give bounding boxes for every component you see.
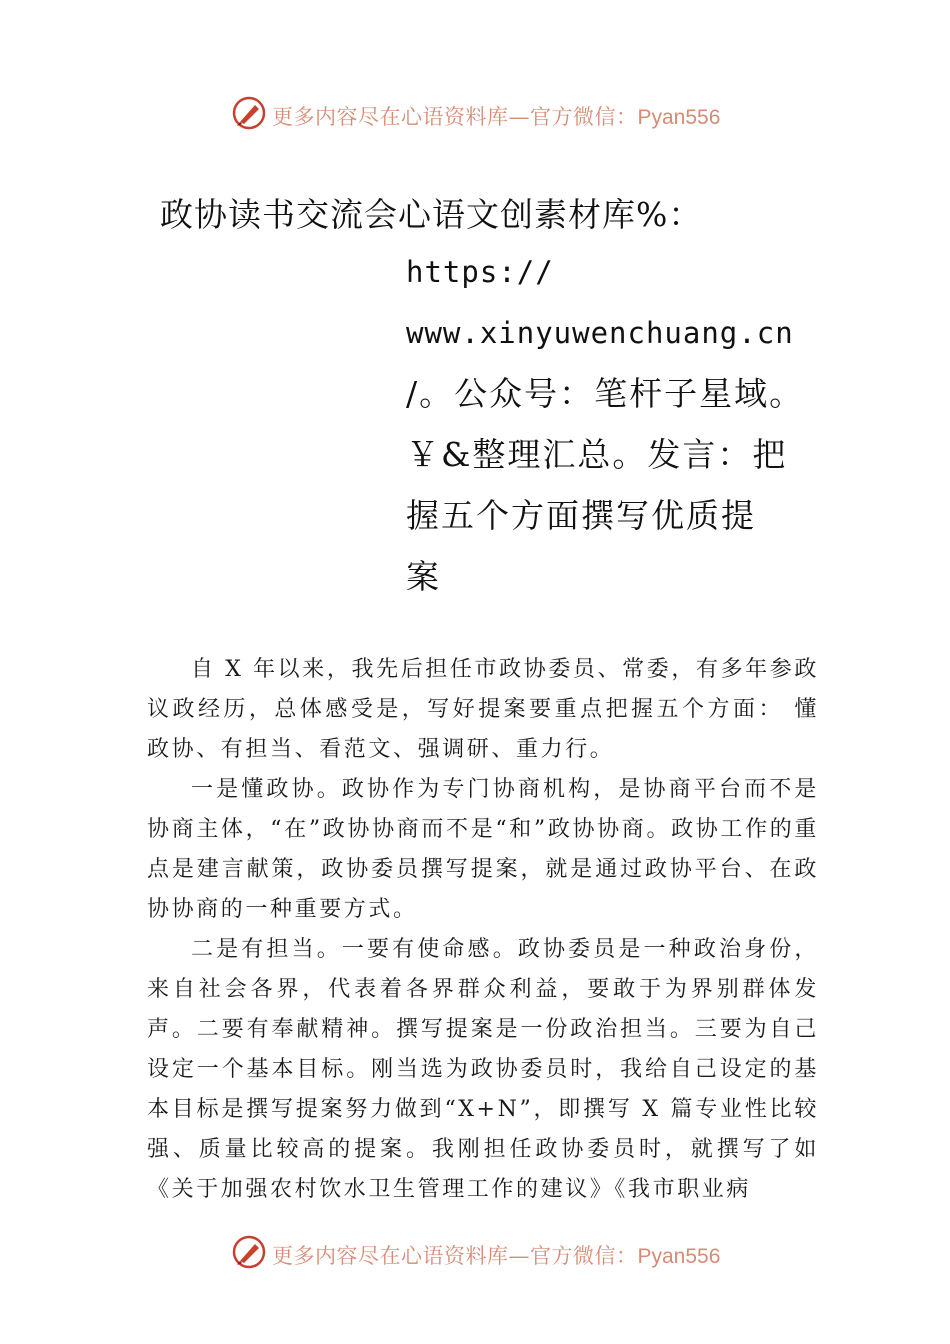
title-line: https:// (406, 255, 554, 289)
header-watermark (0, 93, 950, 137)
paragraph-point-one: 一是懂政协。政协作为专门协商机构，是协商平台而不是协商主体，“在”政协协商而不是“和”政协协商。政协工作的重点是建言献策，政协委员撰写提案，就是通过政协平台、在政协协商的一种重要方式。 (147, 777, 819, 922)
watermark-id: Pyan556 (637, 1245, 721, 1268)
title-line: 握五个方面撰写优质提 (406, 496, 756, 535)
footer-watermark (0, 1232, 950, 1276)
title-line: 案 (406, 557, 441, 596)
watermark-text: 更多内容尽在心语资料库—官方微信：Pyan556 (272, 1244, 721, 1268)
title-continuation (406, 252, 826, 618)
document-body (147, 650, 819, 1210)
paragraph-point-two: 二是有担当。一要有使命感。政协委员是一种政治身份，来自社会各界，代表着各界群众利益，要敢于为界别群体发声。二要有奉献精神。撰写提案是一份政治担当。三要为自己设定一个基本目标。刚当选为政协委员时，我给自己设定的基本目标是撰写提案努力做到“X+N”，即撰写 X 篇专业性比较强、质量比较高的提案。我刚担任政协委员时，就撰写了如《关于加强农村饮水卫生管理工作的建议》《我市职业病 (147, 937, 819, 1202)
document-title: 政协读书交流会心语文创素材库%： (160, 195, 703, 234)
paragraph-intro: 自 X 年以来，我先后担任市政协委员、常委，有多年参政议政经历，总体感受是，写好提案要重点把握五个方面： 懂政协、有担当、看范文、强调研、重力行。 (147, 657, 819, 762)
title-line: /。公众号：笔杆子星域。 (406, 374, 805, 413)
pen-logo-icon (231, 95, 267, 131)
title-line: ￥&整理汇总。发言：把 (406, 435, 788, 474)
watermark-id: Pyan556 (637, 106, 721, 129)
watermark-text: 更多内容尽在心语资料库—官方微信：Pyan556 (272, 105, 721, 129)
pen-logo-icon (231, 1234, 267, 1270)
title-line: www.xinyuwenchuang.cn (406, 316, 794, 350)
